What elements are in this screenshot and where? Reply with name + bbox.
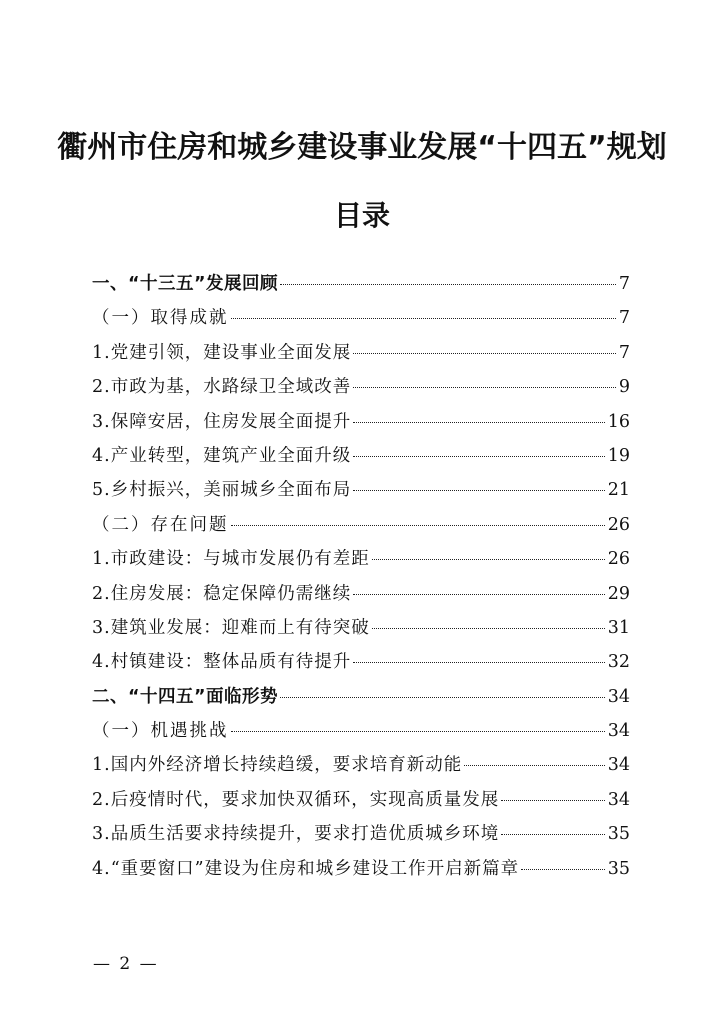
dot-leader <box>501 834 605 835</box>
toc-entry[interactable] <box>92 545 630 579</box>
dot-leader <box>280 697 605 698</box>
table-of-contents <box>92 270 630 889</box>
toc-entry-label: 4.产业转型，建筑产业全面升级 <box>92 445 352 466</box>
toc-entry[interactable] <box>92 339 630 373</box>
toc-entry-label: 1.国内外经济增长持续趋缓，要求培育新动能 <box>92 755 463 776</box>
dot-leader <box>521 869 605 870</box>
toc-entry-page: 35 <box>607 824 630 845</box>
toc-entry-label: 3.保障安居，住房发展全面提升 <box>92 411 352 432</box>
dot-leader <box>372 559 605 560</box>
toc-entry-label: 5.乡村振兴，美丽城乡全面布局 <box>92 480 352 501</box>
dot-leader <box>231 318 616 319</box>
toc-entry[interactable] <box>92 683 630 717</box>
toc-entry-label: 4.“重要窗口”建设为住房和城乡建设工作开启新篇章 <box>92 858 520 879</box>
toc-entry-label: （一）机遇挑战 <box>92 721 229 742</box>
toc-entry-page: 34 <box>607 686 630 707</box>
page-number: — 2 — <box>93 954 159 974</box>
toc-entry-label: （一）取得成就 <box>92 308 229 329</box>
dot-leader <box>353 353 616 354</box>
dot-leader <box>372 628 605 629</box>
toc-entry[interactable] <box>92 304 630 338</box>
toc-entry[interactable] <box>92 442 630 476</box>
toc-entry-page: 31 <box>607 617 630 638</box>
document-title: 衢州市住房和城乡建设事业发展“十四五”规划 <box>57 130 667 165</box>
toc-entry[interactable] <box>92 408 630 442</box>
dot-leader <box>353 456 605 457</box>
dot-leader <box>464 765 605 766</box>
toc-entry[interactable] <box>92 511 630 545</box>
toc-entry-page: 26 <box>607 549 630 570</box>
toc-entry[interactable] <box>92 580 630 614</box>
toc-entry[interactable] <box>92 855 630 889</box>
toc-entry-label: 2.住房发展：稳定保障仍需继续 <box>92 583 352 604</box>
dot-leader <box>353 490 605 491</box>
toc-entry-page: 7 <box>618 308 630 329</box>
toc-entry-page: 35 <box>607 858 630 879</box>
toc-entry-page: 34 <box>607 721 630 742</box>
dot-leader <box>353 594 605 595</box>
toc-entry[interactable] <box>92 614 630 648</box>
toc-entry[interactable] <box>92 751 630 785</box>
dot-leader <box>231 525 605 526</box>
dot-leader <box>501 800 605 801</box>
toc-entry-page: 7 <box>618 342 630 363</box>
toc-entry[interactable] <box>92 717 630 751</box>
toc-entry-label: 1.市政建设：与城市发展仍有差距 <box>92 549 370 570</box>
toc-entry[interactable] <box>92 648 630 682</box>
toc-entry-label: 4.村镇建设：整体品质有待提升 <box>92 652 352 673</box>
toc-entry-page: 32 <box>607 652 630 673</box>
toc-entry[interactable] <box>92 786 630 820</box>
dot-leader <box>353 662 605 663</box>
toc-entry-label: 2.市政为基，水路绿卫全域改善 <box>92 377 352 398</box>
toc-entry-label: （二）存在问题 <box>92 514 229 535</box>
toc-entry-page: 19 <box>607 445 630 466</box>
toc-heading: 目录 <box>333 199 390 232</box>
toc-entry-page: 7 <box>618 274 630 294</box>
toc-entry-label: 3.品质生活要求持续提升，要求打造优质城乡环境 <box>92 824 500 845</box>
toc-entry-label: 二、“十四五”面临形势 <box>92 686 279 707</box>
toc-entry-page: 29 <box>607 583 630 604</box>
toc-entry-page: 34 <box>607 755 630 776</box>
toc-entry-page: 21 <box>607 480 630 501</box>
toc-entry-page: 34 <box>607 789 630 810</box>
toc-entry-page: 16 <box>607 411 630 432</box>
toc-entry-page: 26 <box>607 514 630 535</box>
toc-entry-label: 一、“十三五”发展回顾 <box>92 274 279 294</box>
dot-leader <box>353 422 605 423</box>
toc-entry[interactable] <box>92 820 630 854</box>
toc-entry-label: 2.后疫情时代，要求加快双循环，实现高质量发展 <box>92 789 500 810</box>
toc-entry[interactable] <box>92 373 630 407</box>
dot-leader <box>280 284 616 285</box>
dot-leader <box>231 731 605 732</box>
toc-entry-label: 3.建筑业发展：迎难而上有待突破 <box>92 617 370 638</box>
toc-entry-label: 1.党建引领，建设事业全面发展 <box>92 342 352 363</box>
dot-leader <box>353 387 616 388</box>
toc-entry[interactable] <box>92 270 630 304</box>
toc-entry[interactable] <box>92 476 630 510</box>
toc-entry-page: 9 <box>618 377 630 398</box>
